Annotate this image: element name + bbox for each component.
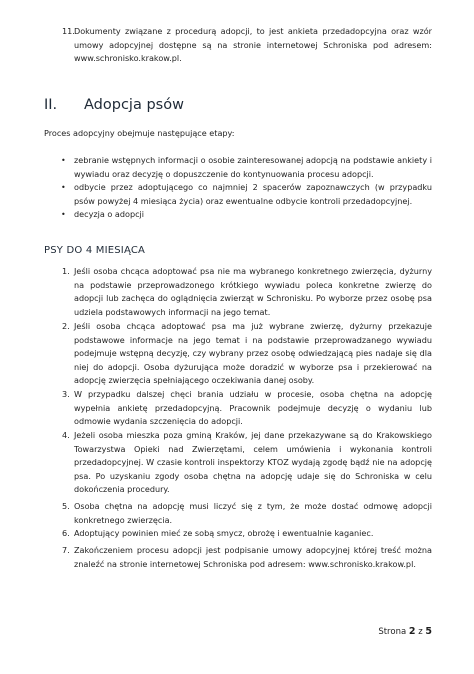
list-item-text: Zakończeniem procesu adopcji jest podpisanie umowy adopcyjnej której treść można znaleźć na stronie internetowej Schroniska pod adresem: www.schronisko.krakow.pl. — [74, 545, 432, 569]
list-number: 7. — [62, 545, 70, 555]
page-current: 2 — [408, 626, 416, 637]
list-number: 6. — [62, 528, 70, 538]
page-total: 5 — [425, 626, 432, 637]
list-number: 5. — [62, 501, 70, 511]
page-footer — [378, 626, 432, 637]
list-number: 2. — [62, 321, 70, 331]
list-number: 1. — [62, 266, 70, 276]
bullet-icon: • — [61, 210, 66, 219]
section-intro: Proces adopcyjny obejmuje następujące etapy: — [44, 128, 235, 138]
list-item-text: Jeśli osoba chcąca adoptować psa nie ma wybranego konkretnego zwierzęcia, dyżurny na podstawie przeprowadzonego krótkiego wywiadu poleca konkretne zwierzę do adopcji lub zachęca do oglądnięcia zwierząt w Schronisku. Po wyborze przez osobę psa udziela podstawowych informacji na jego temat. — [74, 266, 432, 317]
bullet-icon: • — [61, 183, 66, 192]
bullet-item: odbycie przez adoptującego co najmniej 2 spacerów zapoznawczych (w przypadku psów powyżej 4 miesiąca życia) oraz ewentualne odbycie kontroli przedadopcyjnej. — [74, 182, 432, 206]
list-number: 4. — [62, 430, 70, 440]
bullet-item: decyzja o adopcji — [74, 209, 145, 219]
bullet-item: zebranie wstępnych informacji o osobie zainteresowanej adopcją na podstawie ankiety i wywiadu oraz decyzję o dopuszczenie do kontynuowania procesu adopcji. — [74, 155, 432, 179]
section-title: Adopcja psów — [84, 97, 184, 113]
list-number: 11. — [62, 26, 75, 36]
list-item-text: Osoba chętna na adopcję musi liczyć się z tym, że może dostać odmowę adopcji konkretnego zwierzęcia. — [74, 501, 432, 525]
subsection-heading: PSY DO 4 MIESIĄCA — [44, 245, 146, 256]
list-item-text: Jeśli osoba chcąca adoptować psa ma już wybrane zwierzę, dyżurny przekazuje podstawowe informacje na jego temat i na podstawie przeprowadzanego wywiadu podejmuje wstępną decyzję, czy wybrany przez osobę odwiedzającą pies nadaje się dla niej do adopcji. Osoba dyżurująca może doradzić w wyborze psa i przekierować na adopcję zwierzęcia spełniającego oczekiwania danej osoby. — [74, 321, 432, 386]
list-item-text: Jeżeli osoba mieszka poza gminą Kraków, jej dane przekazywane są do Krakowskiego Towarzystwa Opieki nad Zwierzętami, celem umówienia i wykonania kontroli przedadopcyjnej. W czasie kontroli inspektorzy KTOZ wydają zgodę bądź nie na adopcję psa. Po uzyskaniu zgody osoba chętna na adopcję udaje się do Schroniska w celu dokończenia procedury. — [74, 430, 432, 495]
list-number: 3. — [62, 389, 70, 399]
section-heading — [44, 97, 184, 113]
section-number: II. — [44, 97, 58, 113]
list-item-text: Dokumenty związane z procedurą adopcji, to jest ankieta przedadopcyjna oraz wzór umowy adopcyjnej dostępne są na stronie internetowej Schroniska pod adresem: www.schronisko.krakow.pl. — [74, 26, 432, 64]
list-item-text: W przypadku dalszej chęci brania udziału w procesie, osoba chętna na adopcję wypełnia ankietę przedadopcyjną. Pracownik podejmuje decyzję o wydaniu lub odmowie wydania szczenięcia do adopcji. — [74, 389, 432, 427]
list-item-text: Adoptujący powinien mieć ze sobą smycz, obrożę i ewentualnie kaganiec. — [74, 528, 374, 538]
page-separator: z — [418, 627, 423, 637]
bullet-icon: • — [61, 156, 66, 165]
page-label: Strona — [378, 627, 407, 637]
